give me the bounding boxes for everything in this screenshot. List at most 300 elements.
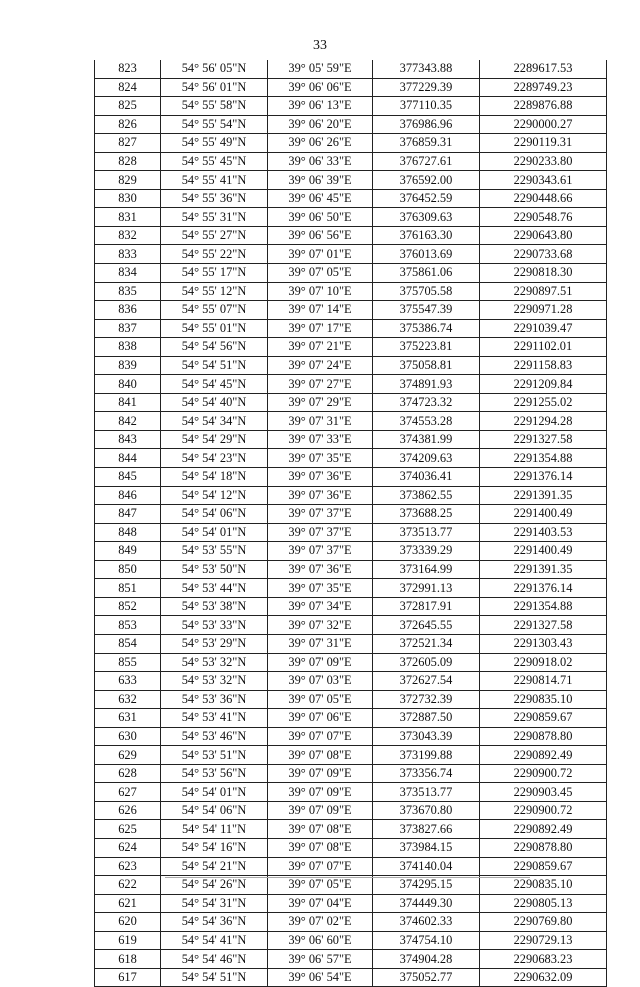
latitude-cell: 54° 54' 01"N bbox=[161, 523, 268, 542]
table-row bbox=[95, 412, 607, 431]
x-coordinate-cell: 372605.09 bbox=[373, 653, 480, 672]
latitude-cell: 54° 54' 46"N bbox=[161, 950, 268, 969]
longitude-cell: 39° 07' 24"E bbox=[268, 356, 373, 375]
y-coordinate-cell: 2291039.47 bbox=[480, 319, 607, 338]
y-coordinate-cell: 2290769.80 bbox=[480, 913, 607, 932]
x-coordinate-cell: 372887.50 bbox=[373, 709, 480, 728]
table-row bbox=[95, 560, 607, 579]
table-row bbox=[95, 894, 607, 913]
x-coordinate-cell: 374891.93 bbox=[373, 375, 480, 394]
point-number-cell: 847 bbox=[95, 505, 161, 524]
x-coordinate-cell: 373199.88 bbox=[373, 746, 480, 765]
y-coordinate-cell: 2291400.49 bbox=[480, 542, 607, 561]
latitude-cell: 54° 53' 46"N bbox=[161, 727, 268, 746]
x-coordinate-cell: 374723.32 bbox=[373, 393, 480, 412]
y-coordinate-cell: 2290729.13 bbox=[480, 931, 607, 950]
table-row bbox=[95, 876, 607, 895]
latitude-cell: 54° 53' 33"N bbox=[161, 616, 268, 635]
x-coordinate-cell: 373513.77 bbox=[373, 523, 480, 542]
x-coordinate-cell: 372732.39 bbox=[373, 690, 480, 709]
table-row bbox=[95, 542, 607, 561]
point-number-cell: 631 bbox=[95, 709, 161, 728]
longitude-cell: 39° 07' 36"E bbox=[268, 486, 373, 505]
longitude-cell: 39° 07' 17"E bbox=[268, 319, 373, 338]
table-row bbox=[95, 783, 607, 802]
point-number-cell: 848 bbox=[95, 523, 161, 542]
latitude-cell: 54° 55' 58"N bbox=[161, 97, 268, 116]
point-number-cell: 844 bbox=[95, 449, 161, 468]
y-coordinate-cell: 2290878.80 bbox=[480, 838, 607, 857]
longitude-cell: 39° 06' 54"E bbox=[268, 968, 373, 987]
longitude-cell: 39° 07' 31"E bbox=[268, 412, 373, 431]
x-coordinate-cell: 375705.58 bbox=[373, 282, 480, 301]
latitude-cell: 54° 54' 11"N bbox=[161, 820, 268, 839]
x-coordinate-cell: 374754.10 bbox=[373, 931, 480, 950]
latitude-cell: 54° 54' 06"N bbox=[161, 505, 268, 524]
latitude-cell: 54° 54' 40"N bbox=[161, 393, 268, 412]
y-coordinate-cell: 2290835.10 bbox=[480, 690, 607, 709]
longitude-cell: 39° 07' 06"E bbox=[268, 709, 373, 728]
y-coordinate-cell: 2291376.14 bbox=[480, 468, 607, 487]
x-coordinate-cell: 377229.39 bbox=[373, 78, 480, 97]
latitude-cell: 54° 55' 36"N bbox=[161, 189, 268, 208]
x-coordinate-cell: 374036.41 bbox=[373, 468, 480, 487]
point-number-cell: 849 bbox=[95, 542, 161, 561]
x-coordinate-cell: 372521.34 bbox=[373, 634, 480, 653]
point-number-cell: 618 bbox=[95, 950, 161, 969]
point-number-cell: 850 bbox=[95, 560, 161, 579]
latitude-cell: 54° 54' 18"N bbox=[161, 468, 268, 487]
table-row bbox=[95, 430, 607, 449]
latitude-cell: 54° 55' 45"N bbox=[161, 152, 268, 171]
point-number-cell: 842 bbox=[95, 412, 161, 431]
table-row bbox=[95, 709, 607, 728]
x-coordinate-cell: 374381.99 bbox=[373, 430, 480, 449]
point-number-cell: 855 bbox=[95, 653, 161, 672]
longitude-cell: 39° 07' 10"E bbox=[268, 282, 373, 301]
latitude-cell: 54° 54' 12"N bbox=[161, 486, 268, 505]
y-coordinate-cell: 2291102.01 bbox=[480, 338, 607, 357]
table-row bbox=[95, 968, 607, 987]
point-number-cell: 838 bbox=[95, 338, 161, 357]
point-number-cell: 630 bbox=[95, 727, 161, 746]
x-coordinate-cell: 375052.77 bbox=[373, 968, 480, 987]
y-coordinate-cell: 2291294.28 bbox=[480, 412, 607, 431]
table-row bbox=[95, 226, 607, 245]
point-number-cell: 617 bbox=[95, 968, 161, 987]
longitude-cell: 39° 07' 29"E bbox=[268, 393, 373, 412]
longitude-cell: 39° 06' 39"E bbox=[268, 171, 373, 190]
latitude-cell: 54° 54' 51"N bbox=[161, 356, 268, 375]
table-row bbox=[95, 60, 607, 78]
coordinates-table-body bbox=[95, 60, 607, 987]
x-coordinate-cell: 374602.33 bbox=[373, 913, 480, 932]
point-number-cell: 830 bbox=[95, 189, 161, 208]
y-coordinate-cell: 2291354.88 bbox=[480, 597, 607, 616]
y-coordinate-cell: 2290859.67 bbox=[480, 709, 607, 728]
coordinates-table bbox=[94, 60, 607, 987]
table-row bbox=[95, 931, 607, 950]
point-number-cell: 841 bbox=[95, 393, 161, 412]
longitude-cell: 39° 07' 09"E bbox=[268, 801, 373, 820]
point-number-cell: 853 bbox=[95, 616, 161, 635]
point-number-cell: 831 bbox=[95, 208, 161, 227]
x-coordinate-cell: 372645.55 bbox=[373, 616, 480, 635]
longitude-cell: 39° 07' 05"E bbox=[268, 264, 373, 283]
y-coordinate-cell: 2290733.68 bbox=[480, 245, 607, 264]
latitude-cell: 54° 53' 29"N bbox=[161, 634, 268, 653]
longitude-cell: 39° 07' 35"E bbox=[268, 449, 373, 468]
point-number-cell: 623 bbox=[95, 857, 161, 876]
latitude-cell: 54° 53' 50"N bbox=[161, 560, 268, 579]
y-coordinate-cell: 2290119.31 bbox=[480, 134, 607, 153]
x-coordinate-cell: 376859.31 bbox=[373, 134, 480, 153]
table-row bbox=[95, 523, 607, 542]
point-number-cell: 837 bbox=[95, 319, 161, 338]
table-row bbox=[95, 913, 607, 932]
point-number-cell: 834 bbox=[95, 264, 161, 283]
longitude-cell: 39° 07' 02"E bbox=[268, 913, 373, 932]
x-coordinate-cell: 376452.59 bbox=[373, 189, 480, 208]
longitude-cell: 39° 06' 06"E bbox=[268, 78, 373, 97]
latitude-cell: 54° 53' 32"N bbox=[161, 672, 268, 691]
y-coordinate-cell: 2290805.13 bbox=[480, 894, 607, 913]
point-number-cell: 852 bbox=[95, 597, 161, 616]
point-number-cell: 622 bbox=[95, 876, 161, 895]
x-coordinate-cell: 372627.54 bbox=[373, 672, 480, 691]
y-coordinate-cell: 2291158.83 bbox=[480, 356, 607, 375]
x-coordinate-cell: 374209.63 bbox=[373, 449, 480, 468]
y-coordinate-cell: 2291376.14 bbox=[480, 579, 607, 598]
latitude-cell: 54° 53' 51"N bbox=[161, 746, 268, 765]
table-row bbox=[95, 486, 607, 505]
latitude-cell: 54° 54' 21"N bbox=[161, 857, 268, 876]
point-number-cell: 833 bbox=[95, 245, 161, 264]
point-number-cell: 828 bbox=[95, 152, 161, 171]
table-row bbox=[95, 505, 607, 524]
y-coordinate-cell: 2290814.71 bbox=[480, 672, 607, 691]
y-coordinate-cell: 2290892.49 bbox=[480, 746, 607, 765]
latitude-cell: 54° 54' 36"N bbox=[161, 913, 268, 932]
y-coordinate-cell: 2290643.80 bbox=[480, 226, 607, 245]
y-coordinate-cell: 2291327.58 bbox=[480, 430, 607, 449]
longitude-cell: 39° 06' 20"E bbox=[268, 115, 373, 134]
point-number-cell: 827 bbox=[95, 134, 161, 153]
y-coordinate-cell: 2290343.61 bbox=[480, 171, 607, 190]
x-coordinate-cell: 373670.80 bbox=[373, 801, 480, 820]
y-coordinate-cell: 2291391.35 bbox=[480, 560, 607, 579]
latitude-cell: 54° 55' 54"N bbox=[161, 115, 268, 134]
point-number-cell: 825 bbox=[95, 97, 161, 116]
table-row bbox=[95, 282, 607, 301]
latitude-cell: 54° 54' 29"N bbox=[161, 430, 268, 449]
y-coordinate-cell: 2289876.88 bbox=[480, 97, 607, 116]
x-coordinate-cell: 375547.39 bbox=[373, 301, 480, 320]
x-coordinate-cell: 374553.28 bbox=[373, 412, 480, 431]
table-row bbox=[95, 634, 607, 653]
x-coordinate-cell: 373339.29 bbox=[373, 542, 480, 561]
longitude-cell: 39° 05' 59"E bbox=[268, 60, 373, 78]
longitude-cell: 39° 07' 09"E bbox=[268, 653, 373, 672]
table-row bbox=[95, 78, 607, 97]
longitude-cell: 39° 07' 36"E bbox=[268, 560, 373, 579]
latitude-cell: 54° 54' 41"N bbox=[161, 931, 268, 950]
x-coordinate-cell: 375386.74 bbox=[373, 319, 480, 338]
point-number-cell: 846 bbox=[95, 486, 161, 505]
x-coordinate-cell: 373862.55 bbox=[373, 486, 480, 505]
table-row bbox=[95, 950, 607, 969]
table-row bbox=[95, 375, 607, 394]
table-row bbox=[95, 189, 607, 208]
y-coordinate-cell: 2290900.72 bbox=[480, 801, 607, 820]
y-coordinate-cell: 2290233.80 bbox=[480, 152, 607, 171]
latitude-cell: 54° 55' 22"N bbox=[161, 245, 268, 264]
latitude-cell: 54° 53' 44"N bbox=[161, 579, 268, 598]
table-row bbox=[95, 115, 607, 134]
table-row bbox=[95, 319, 607, 338]
longitude-cell: 39° 07' 14"E bbox=[268, 301, 373, 320]
table-row bbox=[95, 264, 607, 283]
longitude-cell: 39° 06' 26"E bbox=[268, 134, 373, 153]
x-coordinate-cell: 376163.30 bbox=[373, 226, 480, 245]
longitude-cell: 39° 07' 05"E bbox=[268, 690, 373, 709]
point-number-cell: 626 bbox=[95, 801, 161, 820]
table-row bbox=[95, 857, 607, 876]
y-coordinate-cell: 2290683.23 bbox=[480, 950, 607, 969]
longitude-cell: 39° 06' 57"E bbox=[268, 950, 373, 969]
longitude-cell: 39° 07' 07"E bbox=[268, 857, 373, 876]
latitude-cell: 54° 54' 51"N bbox=[161, 968, 268, 987]
latitude-cell: 54° 55' 12"N bbox=[161, 282, 268, 301]
table-row bbox=[95, 97, 607, 116]
y-coordinate-cell: 2290878.80 bbox=[480, 727, 607, 746]
y-coordinate-cell: 2289749.23 bbox=[480, 78, 607, 97]
longitude-cell: 39° 07' 37"E bbox=[268, 505, 373, 524]
x-coordinate-cell: 374140.04 bbox=[373, 857, 480, 876]
longitude-cell: 39° 07' 01"E bbox=[268, 245, 373, 264]
latitude-cell: 54° 53' 38"N bbox=[161, 597, 268, 616]
longitude-cell: 39° 06' 50"E bbox=[268, 208, 373, 227]
point-number-cell: 619 bbox=[95, 931, 161, 950]
y-coordinate-cell: 2290818.30 bbox=[480, 264, 607, 283]
longitude-cell: 39° 07' 08"E bbox=[268, 746, 373, 765]
x-coordinate-cell: 375058.81 bbox=[373, 356, 480, 375]
y-coordinate-cell: 2289617.53 bbox=[480, 60, 607, 78]
longitude-cell: 39° 07' 21"E bbox=[268, 338, 373, 357]
point-number-cell: 627 bbox=[95, 783, 161, 802]
longitude-cell: 39° 07' 34"E bbox=[268, 597, 373, 616]
point-number-cell: 835 bbox=[95, 282, 161, 301]
y-coordinate-cell: 2290897.51 bbox=[480, 282, 607, 301]
latitude-cell: 54° 55' 01"N bbox=[161, 319, 268, 338]
latitude-cell: 54° 55' 27"N bbox=[161, 226, 268, 245]
table-row bbox=[95, 356, 607, 375]
table-row bbox=[95, 152, 607, 171]
x-coordinate-cell: 376592.00 bbox=[373, 171, 480, 190]
x-coordinate-cell: 373043.39 bbox=[373, 727, 480, 746]
latitude-cell: 54° 55' 49"N bbox=[161, 134, 268, 153]
x-coordinate-cell: 373164.99 bbox=[373, 560, 480, 579]
table-row bbox=[95, 820, 607, 839]
table-row bbox=[95, 579, 607, 598]
x-coordinate-cell: 376013.69 bbox=[373, 245, 480, 264]
y-coordinate-cell: 2290892.49 bbox=[480, 820, 607, 839]
point-number-cell: 629 bbox=[95, 746, 161, 765]
point-number-cell: 823 bbox=[95, 60, 161, 78]
latitude-cell: 54° 53' 41"N bbox=[161, 709, 268, 728]
y-coordinate-cell: 2291403.53 bbox=[480, 523, 607, 542]
point-number-cell: 832 bbox=[95, 226, 161, 245]
longitude-cell: 39° 07' 04"E bbox=[268, 894, 373, 913]
longitude-cell: 39° 07' 36"E bbox=[268, 468, 373, 487]
table-row bbox=[95, 727, 607, 746]
x-coordinate-cell: 373513.77 bbox=[373, 783, 480, 802]
x-coordinate-cell: 377110.35 bbox=[373, 97, 480, 116]
point-number-cell: 632 bbox=[95, 690, 161, 709]
x-coordinate-cell: 374904.28 bbox=[373, 950, 480, 969]
y-coordinate-cell: 2291400.49 bbox=[480, 505, 607, 524]
longitude-cell: 39° 07' 35"E bbox=[268, 579, 373, 598]
latitude-cell: 54° 53' 32"N bbox=[161, 653, 268, 672]
x-coordinate-cell: 376986.96 bbox=[373, 115, 480, 134]
latitude-cell: 54° 54' 34"N bbox=[161, 412, 268, 431]
point-number-cell: 839 bbox=[95, 356, 161, 375]
x-coordinate-cell: 372991.13 bbox=[373, 579, 480, 598]
table-row bbox=[95, 171, 607, 190]
y-coordinate-cell: 2290900.72 bbox=[480, 764, 607, 783]
latitude-cell: 54° 53' 55"N bbox=[161, 542, 268, 561]
page-number: 33 bbox=[313, 38, 327, 53]
bottom-rule bbox=[165, 877, 530, 878]
latitude-cell: 54° 54' 06"N bbox=[161, 801, 268, 820]
table-row bbox=[95, 690, 607, 709]
latitude-cell: 54° 54' 31"N bbox=[161, 894, 268, 913]
x-coordinate-cell: 377343.88 bbox=[373, 60, 480, 78]
latitude-cell: 54° 54' 16"N bbox=[161, 838, 268, 857]
latitude-cell: 54° 55' 41"N bbox=[161, 171, 268, 190]
longitude-cell: 39° 07' 05"E bbox=[268, 876, 373, 895]
y-coordinate-cell: 2290903.45 bbox=[480, 783, 607, 802]
x-coordinate-cell: 376309.63 bbox=[373, 208, 480, 227]
x-coordinate-cell: 373984.15 bbox=[373, 838, 480, 857]
table-row bbox=[95, 801, 607, 820]
table-row bbox=[95, 301, 607, 320]
longitude-cell: 39° 06' 56"E bbox=[268, 226, 373, 245]
y-coordinate-cell: 2291303.43 bbox=[480, 634, 607, 653]
point-number-cell: 624 bbox=[95, 838, 161, 857]
latitude-cell: 54° 54' 45"N bbox=[161, 375, 268, 394]
table-row bbox=[95, 134, 607, 153]
longitude-cell: 39° 06' 33"E bbox=[268, 152, 373, 171]
y-coordinate-cell: 2290448.66 bbox=[480, 189, 607, 208]
point-number-cell: 845 bbox=[95, 468, 161, 487]
table-row bbox=[95, 764, 607, 783]
y-coordinate-cell: 2290835.10 bbox=[480, 876, 607, 895]
y-coordinate-cell: 2291209.84 bbox=[480, 375, 607, 394]
point-number-cell: 836 bbox=[95, 301, 161, 320]
latitude-cell: 54° 54' 26"N bbox=[161, 876, 268, 895]
y-coordinate-cell: 2290918.02 bbox=[480, 653, 607, 672]
longitude-cell: 39° 07' 09"E bbox=[268, 764, 373, 783]
table-row bbox=[95, 338, 607, 357]
point-number-cell: 826 bbox=[95, 115, 161, 134]
point-number-cell: 620 bbox=[95, 913, 161, 932]
point-number-cell: 854 bbox=[95, 634, 161, 653]
x-coordinate-cell: 373827.66 bbox=[373, 820, 480, 839]
longitude-cell: 39° 07' 33"E bbox=[268, 430, 373, 449]
longitude-cell: 39° 07' 03"E bbox=[268, 672, 373, 691]
table-row bbox=[95, 393, 607, 412]
latitude-cell: 54° 54' 01"N bbox=[161, 783, 268, 802]
latitude-cell: 54° 54' 56"N bbox=[161, 338, 268, 357]
table-row bbox=[95, 653, 607, 672]
point-number-cell: 829 bbox=[95, 171, 161, 190]
table-row bbox=[95, 838, 607, 857]
y-coordinate-cell: 2290632.09 bbox=[480, 968, 607, 987]
point-number-cell: 621 bbox=[95, 894, 161, 913]
x-coordinate-cell: 374449.30 bbox=[373, 894, 480, 913]
x-coordinate-cell: 373688.25 bbox=[373, 505, 480, 524]
table-row bbox=[95, 597, 607, 616]
point-number-cell: 625 bbox=[95, 820, 161, 839]
x-coordinate-cell: 374295.15 bbox=[373, 876, 480, 895]
latitude-cell: 54° 55' 31"N bbox=[161, 208, 268, 227]
latitude-cell: 54° 56' 05"N bbox=[161, 60, 268, 78]
point-number-cell: 851 bbox=[95, 579, 161, 598]
longitude-cell: 39° 07' 08"E bbox=[268, 820, 373, 839]
longitude-cell: 39° 06' 45"E bbox=[268, 189, 373, 208]
point-number-cell: 633 bbox=[95, 672, 161, 691]
longitude-cell: 39° 07' 27"E bbox=[268, 375, 373, 394]
latitude-cell: 54° 55' 17"N bbox=[161, 264, 268, 283]
point-number-cell: 843 bbox=[95, 430, 161, 449]
longitude-cell: 39° 07' 37"E bbox=[268, 523, 373, 542]
latitude-cell: 54° 53' 36"N bbox=[161, 690, 268, 709]
latitude-cell: 54° 54' 23"N bbox=[161, 449, 268, 468]
y-coordinate-cell: 2291255.02 bbox=[480, 393, 607, 412]
longitude-cell: 39° 07' 32"E bbox=[268, 616, 373, 635]
y-coordinate-cell: 2291354.88 bbox=[480, 449, 607, 468]
latitude-cell: 54° 53' 56"N bbox=[161, 764, 268, 783]
x-coordinate-cell: 375223.81 bbox=[373, 338, 480, 357]
point-number-cell: 840 bbox=[95, 375, 161, 394]
table-row bbox=[95, 208, 607, 227]
table-row bbox=[95, 449, 607, 468]
longitude-cell: 39° 07' 37"E bbox=[268, 542, 373, 561]
latitude-cell: 54° 56' 01"N bbox=[161, 78, 268, 97]
longitude-cell: 39° 07' 07"E bbox=[268, 727, 373, 746]
y-coordinate-cell: 2290000.27 bbox=[480, 115, 607, 134]
longitude-cell: 39° 06' 60"E bbox=[268, 931, 373, 950]
table-row bbox=[95, 746, 607, 765]
table-row bbox=[95, 468, 607, 487]
point-number-cell: 628 bbox=[95, 764, 161, 783]
y-coordinate-cell: 2290859.67 bbox=[480, 857, 607, 876]
table-row bbox=[95, 616, 607, 635]
y-coordinate-cell: 2290548.76 bbox=[480, 208, 607, 227]
y-coordinate-cell: 2290971.28 bbox=[480, 301, 607, 320]
y-coordinate-cell: 2291391.35 bbox=[480, 486, 607, 505]
table-row bbox=[95, 245, 607, 264]
latitude-cell: 54° 55' 07"N bbox=[161, 301, 268, 320]
longitude-cell: 39° 06' 13"E bbox=[268, 97, 373, 116]
table-row bbox=[95, 672, 607, 691]
point-number-cell: 824 bbox=[95, 78, 161, 97]
longitude-cell: 39° 07' 09"E bbox=[268, 783, 373, 802]
longitude-cell: 39° 07' 08"E bbox=[268, 838, 373, 857]
longitude-cell: 39° 07' 31"E bbox=[268, 634, 373, 653]
y-coordinate-cell: 2291327.58 bbox=[480, 616, 607, 635]
